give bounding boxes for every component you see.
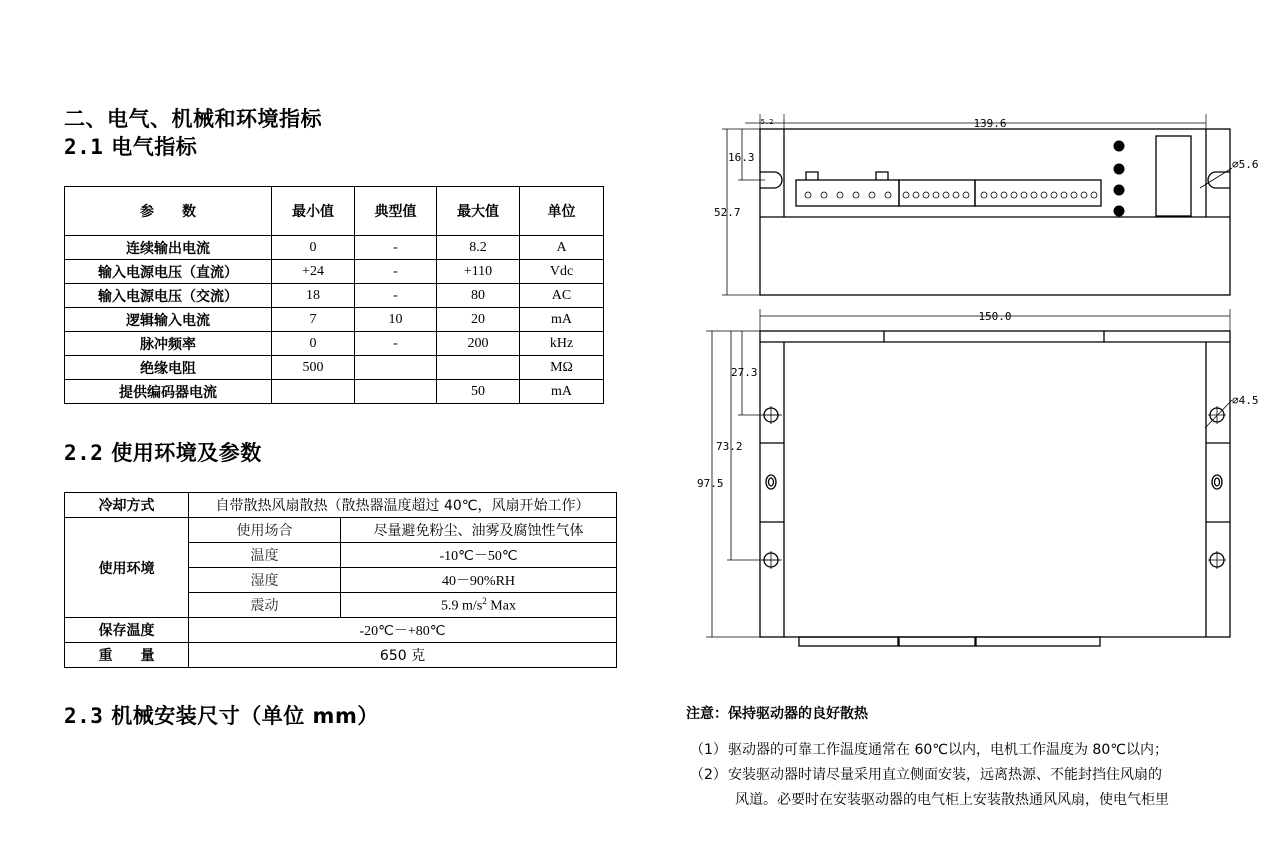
top-view-outline — [760, 129, 1230, 295]
dim-top-hole: ⌀5.6 — [1232, 158, 1259, 171]
note-item-2-cont: 风道。必要时在安装驱动器的电气柜上安装散热通风风扇，使电气柜里 — [735, 792, 1169, 808]
dim-bottom-hole: ⌀4.5 — [1232, 394, 1259, 407]
table-row: 温度 -10℃－50℃ — [65, 543, 617, 568]
table-row: 保存温度 -20℃－+80℃ — [65, 618, 617, 643]
heading-2-1: 2.1 电气指标 — [64, 135, 198, 159]
vibration-value: 5.9 $m/s^2$ Max — [341, 593, 617, 618]
table-row: 输入电源电压（交流） 18 - 80 AC — [65, 284, 604, 308]
table-header-row — [65, 187, 604, 236]
table-row: 冷却方式 自带散热风扇散热（散热器温度超过 40℃，风扇开始工作） — [65, 493, 617, 518]
table-row: 震动 5.9 $m/s^2$ Max — [65, 593, 617, 618]
heading-2-2: 2.2 使用环境及参数 — [64, 441, 262, 465]
note-title: 注意：保持驱动器的良好散热 — [686, 706, 868, 722]
dim-top-h2: 52.7 — [714, 206, 741, 219]
header-max: 最大值 — [437, 187, 520, 236]
dim-top-width: 139.6 — [973, 117, 1007, 130]
electrical-spec-table — [64, 186, 604, 404]
table-row: 逻辑输入电流 7 10 20 mA — [65, 308, 604, 332]
note-item-1: （1）驱动器的可靠工作温度通常在 60℃以内，电机工作温度为 80℃以内； — [690, 742, 1168, 758]
table-row: 脉冲频率 0 - 200 kHz — [65, 332, 604, 356]
heading-2-3: 2.3 机械安装尺寸（单位 mm） — [64, 704, 379, 728]
table-row: 重 量 650 克 — [65, 643, 617, 668]
dim-bottom-h3: 97.5 — [697, 477, 724, 490]
header-typ: 典型值 — [355, 187, 437, 236]
dim-top-small: 5.2 — [760, 118, 774, 126]
dim-bottom-h2: 73.2 — [716, 440, 743, 453]
dim-bottom-width: 150.0 — [978, 310, 1012, 323]
header-unit: 单位 — [520, 187, 604, 236]
note-item-2: （2）安装驱动器时请尽量采用直立侧面安装，远离热源、不能封挡住风扇的 — [690, 767, 1162, 783]
dim-bottom-h1: 27.3 — [731, 366, 758, 379]
bottom-view-outline — [760, 331, 1230, 637]
table-row: 使用环境 使用场合 尽量避免粉尘、油雾及腐蚀性气体 — [65, 518, 617, 543]
header-param: 参 数 — [65, 187, 272, 236]
dim-top-h1: 16.3 — [728, 151, 755, 164]
table-row: 提供编码器电流 50 mA — [65, 380, 604, 404]
environment-table — [64, 492, 617, 668]
table-row: 湿度 40－90%RH — [65, 568, 617, 593]
table-row: 输入电源电压（直流） +24 - +110 Vdc — [65, 260, 604, 284]
table-row: 连续输出电流 0 - 8.2 A — [65, 236, 604, 260]
section-title: 二、电气、机械和环境指标 — [64, 107, 322, 131]
mechanical-drawing — [690, 100, 1270, 660]
table-row: 绝缘电阻 500 MΩ — [65, 356, 604, 380]
header-min: 最小值 — [272, 187, 355, 236]
